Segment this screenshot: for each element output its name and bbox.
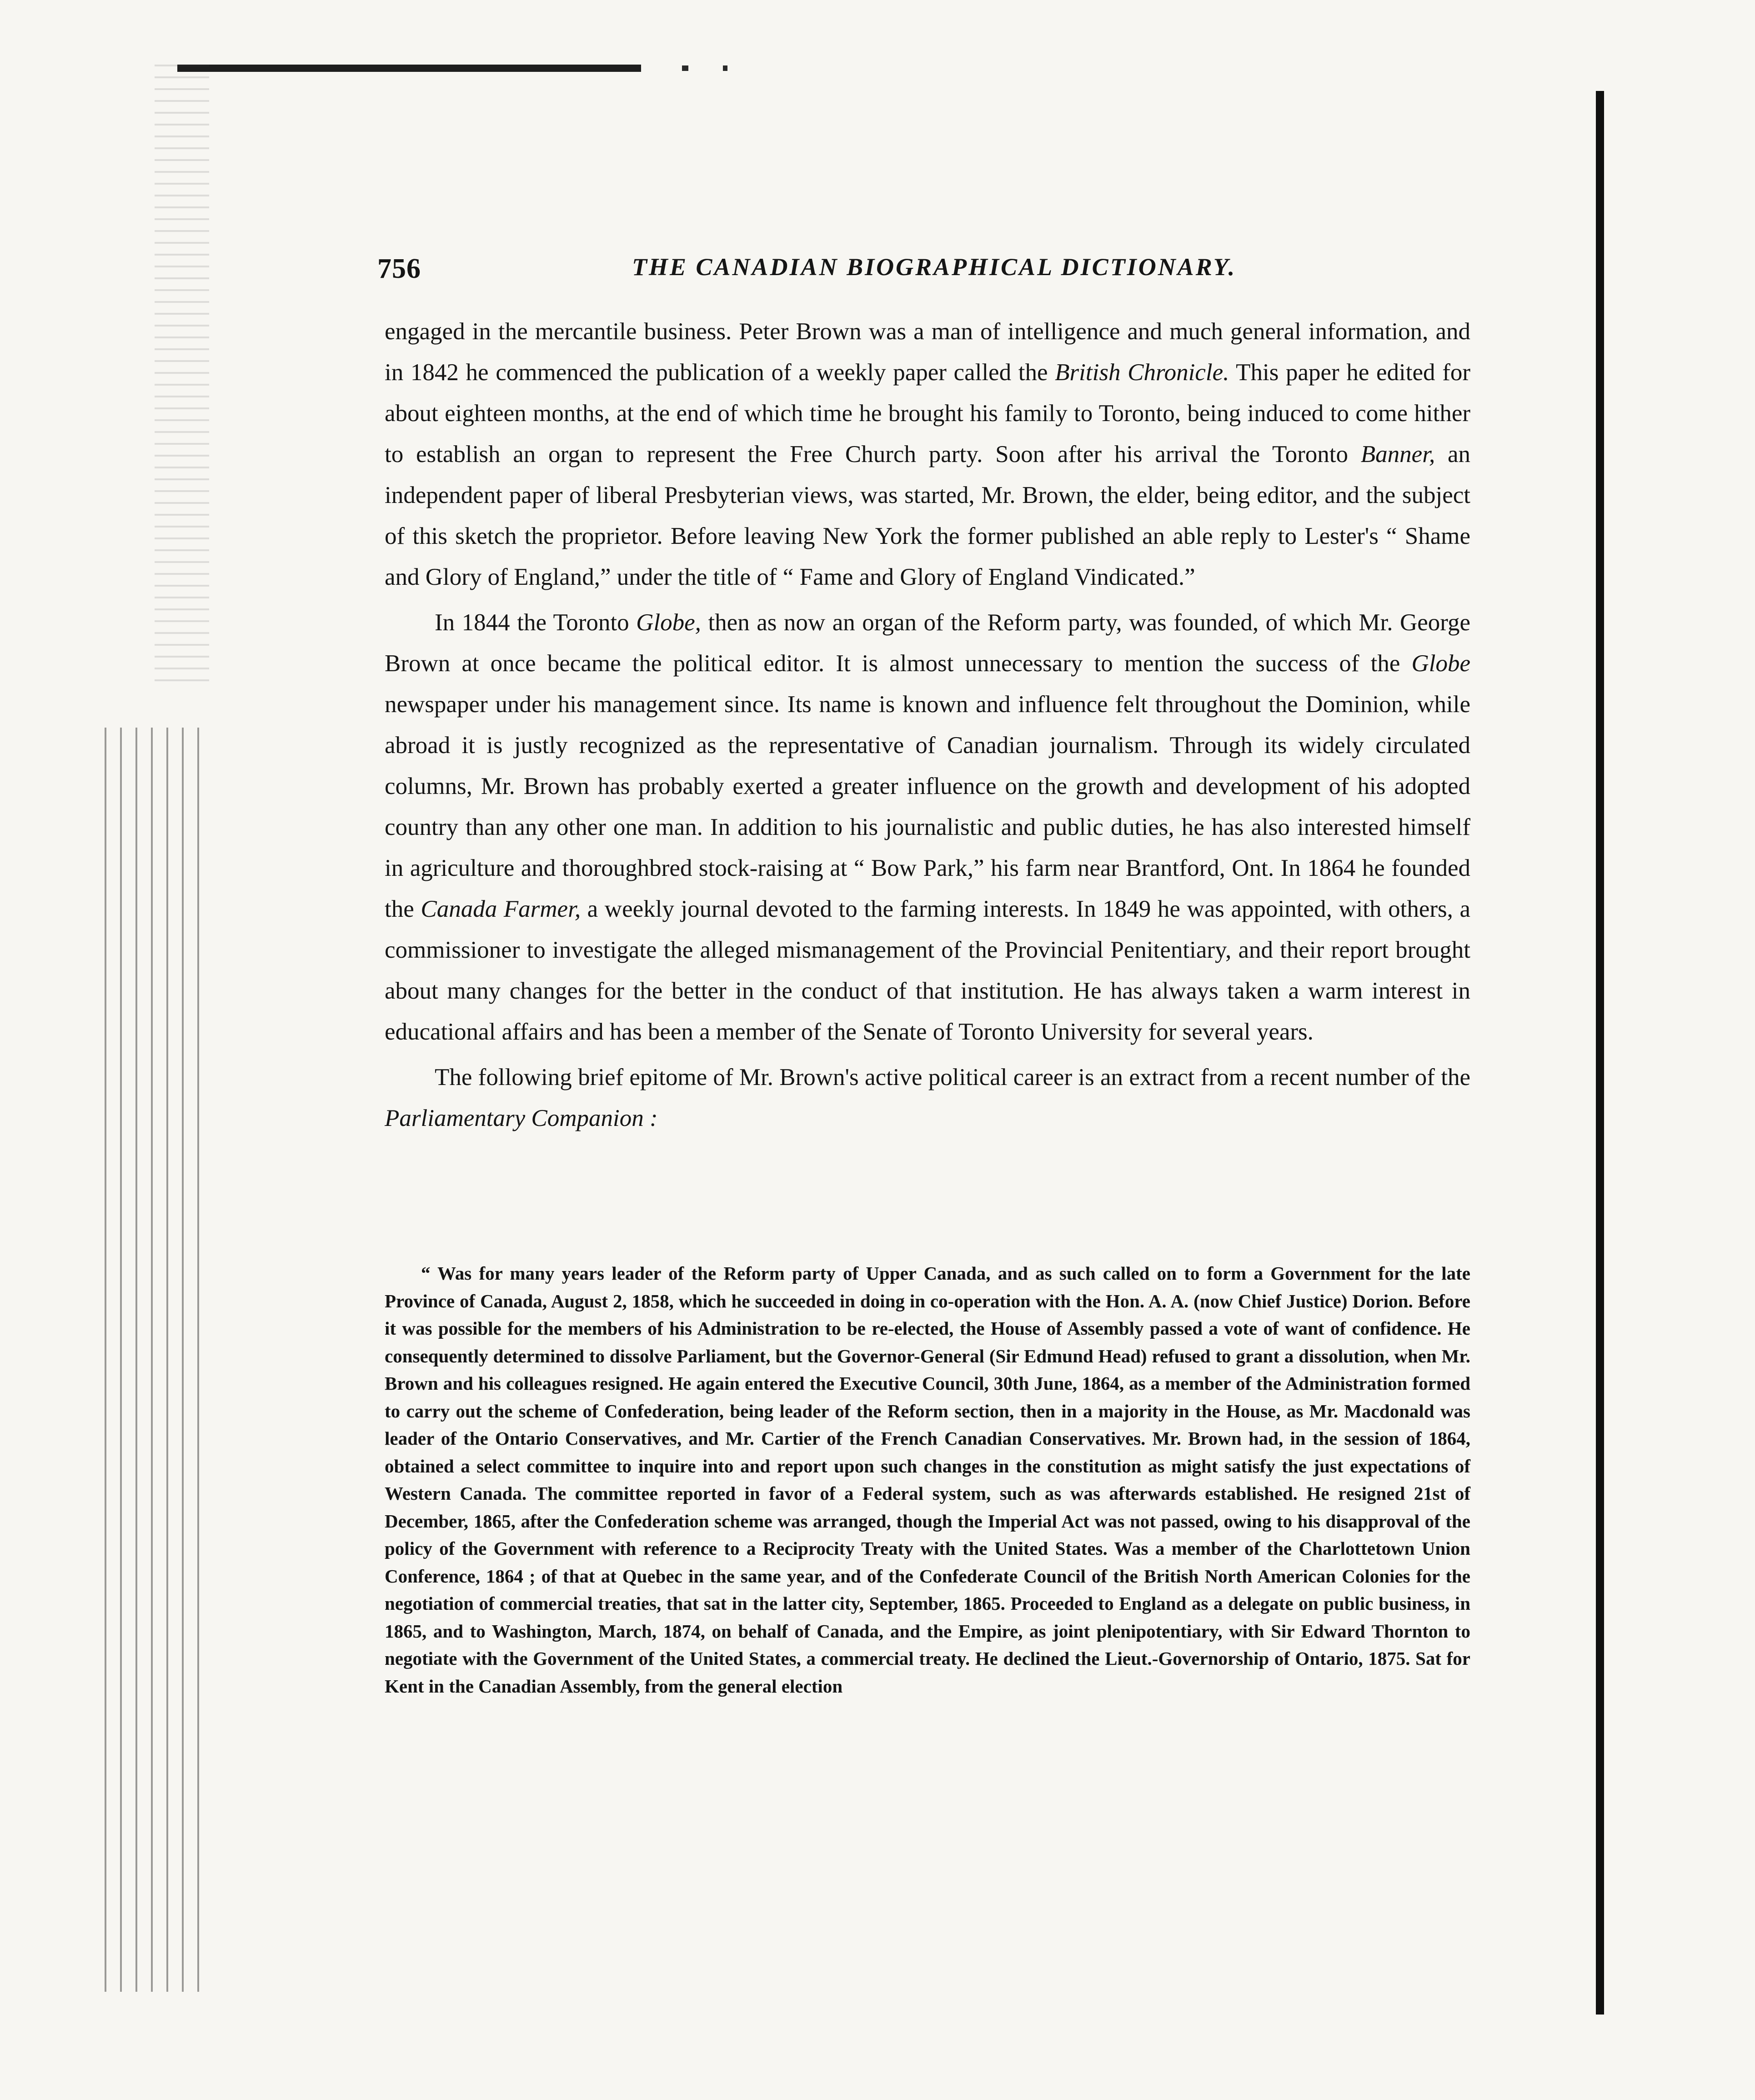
- text-run: In 1844 the Toronto: [435, 609, 637, 636]
- paragraph-2: [385, 602, 1470, 1052]
- italic-run: Banner,: [1360, 441, 1435, 467]
- scan-edge-bar: [177, 65, 641, 72]
- italic-run: British Chronicle.: [1055, 359, 1229, 386]
- scan-edge-noise: [155, 55, 209, 691]
- italic-run: Globe,: [636, 609, 701, 636]
- block-quote: [385, 1260, 1470, 1700]
- text-run: engaged in the mercantile business. Peter Brown was a man of intelligence and much general information, and in 1842 he commenced the publication of a weekly paper called the: [385, 318, 1470, 386]
- paragraph-3: [385, 1057, 1470, 1139]
- page-edge-rule: [1596, 91, 1604, 2015]
- italic-run: Parliamentary Companion :: [385, 1105, 658, 1131]
- scan-edge-mark: [723, 65, 727, 71]
- quote-paragraph: “ Was for many years leader of the Reform party of Upper Canada, and as such called on to form a Government for the late Province of Canada, August 2, 1858, which he succeeded in doing in co-operation with the Hon. A. A. (now Chief Justice) Dorion. Before it was possible for the members of his Administration to be re-elected, the House of Assembly passed a vote of want of confidence. He consequently determined to dissolve Parliament, but the Governor-General (Sir Edmund Head) refused to grant a dissolution, when Mr. Brown and his colleagues resigned. He again entered the Executive Council, 30th June, 1864, as a member of the Administration formed to carry out the scheme of Confederation, being leader of the Reform section, then in a majority in the House, as Mr. Macdonald was leader of the Ontario Conservatives, and Mr. Cartier of the French Canadian Conservatives. Mr. Brown had, in the session of 1864, obtained a select committee to inquire into and report upon such changes in the constitution as might satisfy the just expectations of Western Canada. The committee reported in favor of a Federal system, such as was afterwards established. He resigned 21st of December, 1865, after the Confederation scheme was arranged, though the Imperial Act was not passed, owing to his disapproval of the policy of the Government with reference to a Reciprocity Treaty with the United States. Was a member of the Charlottetown Union Conference, 1864 ; of that at Quebec in the same year, and of the Confederate Council of the British North American Colonies for the negotiation of commercial treaties, that sat in the latter city, September, 1865. Proceeded to England as a delegate on public business, in 1865, and to Washington, March, 1874, on behalf of Canada, and the Empire, as joint plenipotentiary, with Sir Edward Thornton to negotiate with the Government of the United States, a commercial treaty. He declined the Lieut.-Governorship of Ontario, 1875. Sat for Kent in the Canadian Assembly, from the general election: [385, 1263, 1470, 1697]
- page-number: 756: [377, 253, 421, 284]
- main-text: [385, 311, 1470, 1139]
- text-run: The following brief epitome of Mr. Brown's active political career is an extract from a recent number of the: [435, 1064, 1470, 1090]
- text-run: This paper he edited for about eighteen months, at the end of which time he brought his family to Toronto, being induced to come hither to establish an organ to represent the Free Church party. Soon after his arrival the Toronto: [385, 359, 1470, 467]
- text-run: a weekly journal devoted to the farming interests. In 1849 he was appointed, with others, a commissioner to investigate the alleged mismanagement of the Provincial Penitentiary, and their report brought about many changes for the better in the conduct of that institution. He has always taken a warm interest in educational affairs and has been a member of the Senate of Toronto University for several years.: [385, 896, 1470, 1045]
- page-binding-shadow: [100, 728, 205, 1992]
- italic-run: Globe: [1411, 650, 1470, 677]
- scan-edge-mark: [682, 65, 688, 71]
- text-run: newspaper under his management since. Its name is known and influence felt throughout the Dominion, while abroad it is justly recognized as the representative of Canadian journalism. Through its widely circulated columns, Mr. Brown has probably exerted a greater influence on the growth and development of his adopted country than any other one man. In addition to his journalistic and public duties, he has also interested himself in agriculture and thoroughbred stock-raising at “ Bow Park,” his farm near Brantford, Ont. In 1864 he founded the: [385, 691, 1470, 922]
- italic-run: Canada Farmer,: [421, 896, 581, 922]
- text-run: an independent paper of liberal Presbyterian views, was started, Mr. Brown, the elder, being editor, and the subject of this sketch the proprietor. Before leaving New York the former published an able reply to Lester's “ Shame and Glory of England,” under the title of “ Fame and Glory of England Vindicated.”: [385, 441, 1470, 590]
- running-title: THE CANADIAN BIOGRAPHICAL DICTIONARY.: [632, 253, 1237, 281]
- paragraph-1: [385, 311, 1470, 598]
- text-run: then as now an organ of the Reform party, was founded, of which Mr. George Brown at once became the political editor. It is almost unnecessary to mention the success of the: [385, 609, 1470, 677]
